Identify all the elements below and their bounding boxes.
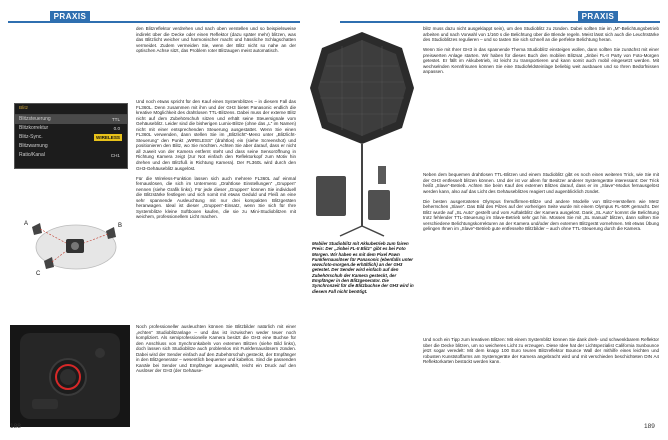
menu-row-value: 0.0	[113, 126, 120, 131]
menu-row-flash-sync[interactable]	[15, 133, 127, 142]
page-number-left: 188	[10, 423, 21, 430]
paragraph: blitz muss dazu nicht ausgeklappt sein), um den Studioblitz zu zünden. Dabei sollten Sie im „M“-Belichtungsbetrieb arbeiten und nach Vorwahl von 1/160 s die Belichtung über die Blende regeln. Meist lässt sich auch die Leuchtstärke des Studioblitzes regulieren – und so tasten Sie sich schnell an die perfekte Belichtung heran.	[423, 26, 659, 43]
menu-row-flash-warning[interactable]	[15, 142, 127, 151]
flash-group-diagram	[14, 205, 126, 283]
menu-row-value	[118, 143, 122, 150]
right-text-block-b	[423, 172, 659, 332]
studio-flash-softbox-photo	[306, 26, 419, 238]
softbox-illustration	[306, 26, 419, 238]
left-text-block-c	[136, 324, 296, 430]
camera-sync-port-photo	[10, 325, 130, 427]
menu-row-value: CH1	[110, 153, 120, 158]
group-label-b: B	[118, 223, 123, 229]
paragraph: Wenn Sie mit Ihrer GH3 in das spannende Thema Studioblitz einsteigen wollen, dann sollten Sie zunächst mit einer preiswerten Anlage starten. Wir haben für dieses Buch den mobilen Blitzsat „Jinbei FL-II Party von Foto-Morgen getestet. Er fällt im Akkubetrieb, ist leicht zu transportieren und kann somit auch mobil eingesetzt werden. Mit wechselnden Kennfrisuren können Sie eine Studiofeldsteinlage beliebig weit ausbauen und so Ihren Bedürfnissen anpassen.	[423, 47, 659, 75]
right-text-block-a	[423, 26, 659, 186]
menu-row-label: Blitz-Sync.	[19, 134, 43, 140]
menu-row-flash-comp[interactable]	[15, 124, 127, 133]
menu-row-label: Ratio/Kanal	[19, 152, 45, 158]
paragraph: Die besten ausgerüsteten Olympus fremdfirmen-Blitze und andere Modelle von Blitz-Herstellern wie Metz beherrschen „Slave“. Das Bild des Pilzes auf der vorherigen Seite wurde mit einem Olympus FL-50R gemacht. Der Blitz wurde auf „SL Auto“ gestellt und vom Auftaktblitz der Kamera ausgelöst. Dank „SL Auto“ kommt die Belichtung trotz fehlender TTL-Steuerung im Slave-Betrieb sehr gut hin. Müssen Sie mit „SL manual“ blitzen, dann sollten Sie verschiedene Belichtungskorrekturen an der Kamera und/oder dem externen Blitzgerät vornehmen. Mit etwas Übung gelingen Ihnen im „Slave“-Betrieb gute entfesselte Blitzbilder – auch ohne TTL-Steuerung durch die Kamera.	[423, 198, 659, 232]
menu-row-flash-control[interactable]	[15, 115, 127, 124]
menu-row-label: Blitzwarnung	[19, 143, 48, 149]
flash-menu-screenshot	[14, 103, 128, 169]
left-text-block-a	[136, 26, 296, 96]
right-text-block-c	[423, 337, 659, 429]
menu-row-channel[interactable]	[15, 151, 127, 160]
menu-row-label: Blitzkorrektur	[19, 125, 49, 131]
photo-caption: Mobiler Studioblitz mit Akkubetrieb zum fairen Preis: Der „Jinbei FL-II Blitz“ gibt es bei Foto Morgen. Wir haben es mit dem Pixel Pawn Funkfernauslöser für Panasonic (ebenfalls unter www.foto-morgen.de erhältlich) an der GH3 getestet. Der Sender wird einfach auf den Zubehörschuh der Kamera gesteckt, der Empfänger in den Blitzgenerator. Die Synchronzeit für die Blitzbuchse der GH3 wird in diesem Fall nicht benötigt.	[312, 241, 414, 294]
menu-row-value: TTL	[111, 117, 120, 122]
diagram-svg	[14, 205, 126, 283]
menu-title: Blitz	[15, 104, 127, 115]
group-label-c: C	[36, 271, 41, 277]
group-label-a: A	[24, 221, 29, 227]
paragraph: Und noch ein Tipp zum kreativen Blitzen: Mit einem Systemblitz können Sie dank dreh- und schwenkbarem Reflektor über die Decke blitzen, um so weicheres Licht zu erzeugen. Diese Idee hat der Lichtspezialist California Sunbounce jetzt sogar veredelt: Mit dem knapp 100 Euro teuren Blitzreflektor Bounce Wall der mithilfe eines leichten und robusten Kunststoffarms am Systemgeräte der Kamera angebracht wird und mit verschieden beschichteten DIN A4 Reflektorkarten bestückt werden kann.	[423, 337, 659, 365]
paragraph: Neben dem bequemen drahtlosen TTL-Blitzen und einem Studioblitz gibt es noch einen weiteren Trick, wie Sie mit der GH3 entfesselt blitzen können. Und der ist vor allem für Besitzer anderer Systemgeräte interessant: Der Trick heißt „Slave“-Betrieb. Achten Sie beim Kauf des externen Blitzes darauf, dass er im „Slave“-Modus fernausgelöst werden kann, also auf das Licht des Gehäuseblitzes reagiert und augenblicklich zündet.	[423, 172, 659, 194]
paragraph: den Blitzreflektor verdrehen und nach oben verstellen und so beispielsweise indirekt über die Decke oder einen Reflektor (dazu später mehr) blitzen, was das Blitzlicht weicher und harmonischer macht und hässliche Schlagschatten vermeidet. Zudem vermeiden Sie, wenn der Blitz nicht so nahe an der optischen Achse sitzt, das Problem roter Blitzaugen meist automatisch.	[136, 26, 296, 54]
camera-body-illustration	[10, 325, 130, 427]
menu-row-label: Blitzsteuerung	[19, 116, 51, 122]
left-text-block-b	[136, 99, 296, 319]
paragraph: Und noch etwas spricht für den Kauf eines Systemblitzes – in diesem Fall das FL360L. Denn zusammen mit ihm und der GH3 bietet Panasonic endlich die kreative Möglichkeit des drahtlosen TTL-Blitzens. Dabei muss der externe Blitz nicht auf dem Zubehörschuh sitzen und erhält seine Steuersignale vom Gehäuseblitz. Leider sind die bisherigen Lumix-Blitze (ohne das „L“ im Namen) nicht mit einer entsprechenden Steuerung ausgestattet. Wenn Sie einen FL360L verwenden, dann stellen Sie im „Blitzlicht“-Menü unter „Blitzlicht-Steuerung“ den Punkt „WIRELESS“ (drahtlos) ein (siehe Screenshot) und positionieren den Blitz, wo Sie möchten. Achten Sie aber darauf, dass er nicht all zuweit von der Kamera entfernt steht und dass seine Sensoröffnung in Richtung Kamera zeigt (zur Not einfach den Reflektorkopf zum Motiv hin drehen und den Blitzfuß in Richtung Kamera). Der FL360L wird durch den GH3-Gehäuseblitz ausgelöst.	[136, 99, 296, 171]
menu-row-value-highlight: WIRELESS	[96, 135, 120, 140]
paragraph: Für die Wireless-Funktion lassen sich auch mehrere FL360L auf einmal fernauslösen, die sich im Untermenü „Drahtlose Einstellungen“ „Gruppen“ nennen (siehe Grafik links). Für jede dieser „Gruppen“ können Sie individuell die Blitzstärke festlegen und sich somit mit etwas Geduld und Fleiß an eine sehr spannende Ausleuchtung mit nur drei kompakten Blitzgeräten heranwagen. Ideal ist dieser „Gruppen“-Einsatz, wenn Sie sich für Ihre Systemblitze kleine Softboxen kaufen, die sie zu Mini-Studioblitzen mit weichem, professionellem Licht machen.	[136, 175, 296, 220]
section-tab-right: PRAXIS	[578, 11, 618, 22]
page-number-right: 189	[644, 423, 655, 430]
section-tab-left: PRAXIS	[50, 11, 90, 22]
paragraph: Noch professioneller ausleuchten können Sie Blitzbilder natürlich mit einer „echten“ Studioblitzanlage – und das ist inzwischen weder teuer noch kompliziert. Als semiprofessionelle Kamera besitzt die GH3 eine Buchse für den Anschluss von Synchronkabeln von externen Blitzen (siehe Bild links), doch lassen sich Studioblitze auch problemlos mit Funkfernauslösern zünden. Dabei wird der Sender einfach auf den Zubehörschuh gesteckt, der Empfänger in den Blitzgenerator – wesentlich bequemer und kabellos. Sind die passenden Kanäle bei Sender und Empfänger ausgewählt, reicht ein Druck auf den Auslöser der GH3 (der Gehäuse-	[136, 324, 296, 374]
